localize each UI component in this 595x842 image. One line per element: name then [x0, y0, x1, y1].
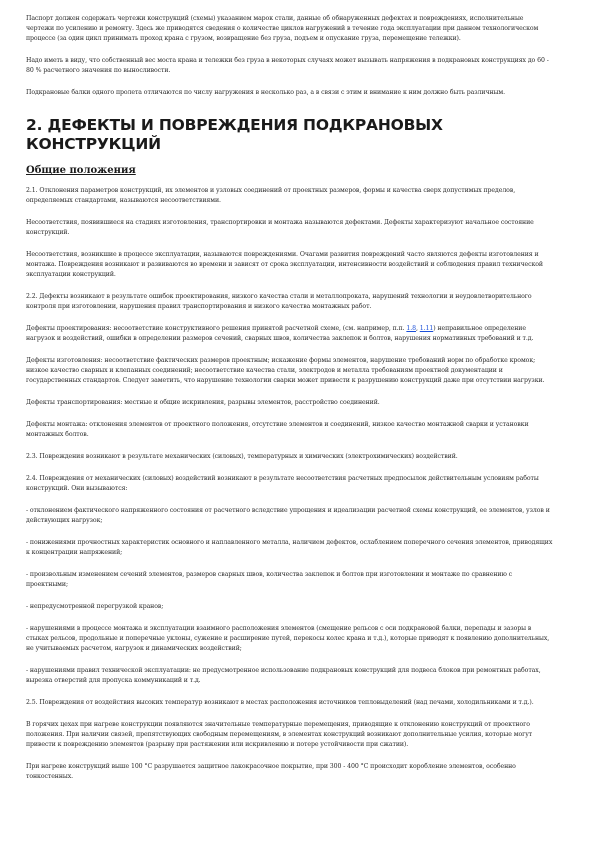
intro-paragraph-passport: Паспорт должен содержать чертежи конструкций (схемы) указанием марок стали, данные об обнаруженных дефектах и повреждениях, исполнительные чертежи по усилению и ремонту. Здесь же приводятся сведения о количестве циклов нагружений в течение года эксплуатации при данном технологическом процессе (за один цикл принимать проход крана с грузом, возвращение без груза, подъем и опускание груза, перемещение тележки).: [26, 15, 539, 42]
paragraph-2-2: 2.2. Дефекты возникают в результате ошибок проектирования, низкого качества стали и металлопроката, нарушений технологии и неудовлетворительного контроля при изготовлении, нарушения правил транспортирования и низкого качества монтажных работ.: [26, 293, 532, 310]
paragraph-design-defects: [26, 324, 553, 344]
paragraph-heating: При нагреве конструкций выше 100 °С разрушается защитное лакокрасочное покрытие, при 300 - 400 °С происходит коробление элементов, особенно тонкостенных.: [26, 763, 516, 780]
section-subtitle: Общие положения: [26, 165, 136, 176]
list-item-stress-state: - отклонением фактического напряженного состояния от расчетного вследствие упрощения и идеализации расчетной схемы конструкций, ее элементов, узлов и действующих нагрузок;: [26, 507, 550, 524]
intro-paragraph-own-weight: Надо иметь в виду, что собственный вес моста крана и тележки без груза в некоторых случаях может вызывать напряжения в подкрановых конструкциях до 60 - 80 % расчетного значения по выносливости.: [26, 57, 549, 74]
paragraph-hot-shops: В горячих цехах при нагреве конструкции появляются значительные температурные перемещения, приводящие к отклонению конструкций от проектного положения. При наличии связей, препятствующих свободным перемещениям, в элементах конструкций возникают дополнительные усилия, которые могут привести к повреждению элементов (разрыву при растяжении или искривлению и потере устойчивости при сжатии).: [26, 721, 533, 748]
design-defects-text-end: ) неправильное определение нагрузок и воздействий, ошибки в определении размеров сечений, сварных швов, количества заклепок и болтов, нарушения нормативных требований и т.д.: [26, 325, 534, 342]
section-title: 2. ДЕФЕКТЫ И ПОВРЕЖДЕНИЯ ПОДКРАНОВЫХ КОНСТРУКЦИЙ: [26, 116, 443, 153]
paragraph-2-5: 2.5. Повреждения от воздействия высоких температур возникают в местах расположения источников тепловыделений (над печами, холодильниками и т.д.).: [26, 699, 534, 706]
list-item-crane-overload: - непредусмотренной перегрузкой кранов;: [26, 603, 164, 610]
list-item-mutual-arrangement: - нарушениями в процессе монтажа и эксплуатации взаимного расположения элементов (смещение рельсов с оси подкрановой балки, перепады и зазоры в стыках рельсов, продольные и поперечные уклоны, сужение и расширение путей, перекосы колес крана и т.д.), которые приводят к появлению дополнительных, не учитываемых расчетом, нагрузок и динамических воздействий;: [26, 625, 550, 652]
paragraph-transport-defects: Дефекты транспортирования: местные и общие искривления, разрывы элементов, расстройство соединений.: [26, 399, 380, 406]
paragraph-mounting-defects: Дефекты монтажа: отклонения элементов от проектного положения, отсутствие элементов и соединений, низкое качество монтажной сварки и установки монтажных болтов.: [26, 421, 529, 438]
design-defects-text-start: Дефекты проектирования: несоответствие конструктивного решения принятой расчетной схеме, (см. например, п.п.: [26, 325, 407, 332]
paragraph-2-3: 2.3. Повреждения возникают в результате механических (силовых), температурных и химических (электрохимических) воздействий.: [26, 453, 458, 460]
paragraph-defects-definition: Несоответствия, появившиеся на стадиях изготовления, транспортировки и монтажа называются дефектами. Дефекты характеризуют начальное состояние конструкций.: [26, 219, 534, 236]
paragraph-damage-definition: Несоответствия, возникшие в процессе эксплуатации, называются повреждениями. Очагами развития повреждений часто являются дефекты изготовления и монтажа. Повреждения возникают и развиваются во времени и зависят от срока эксплуатации, интенсивности воздействий и соблюдения правил технической эксплуатации конструкций.: [26, 251, 543, 278]
paragraph-manufacturing-defects: Дефекты изготовления: несоответствие фактических размеров проектным; искажение формы элементов, нарушение требований норм по обработке кромок; низкое качество сварных и клепанных соединений; несоответствие качества стали, электродов и металла требованиям проектной документации и государственных стандартов. Следует заметить, что нарушение технологии сварки может привести к разрушению конструкций даже при отсутствии нагрузки.: [26, 357, 545, 384]
document-page: [26, 14, 553, 794]
paragraph-2-1: 2.1. Отклонения параметров конструкций, их элементов и узловых соединений от проектных размеров, формы и качества сверх допустимых пределов, определяемых стандартами, называются несоответствиями.: [26, 187, 516, 204]
list-item-operation-rules: - нарушениями правил технической эксплуатации: не предусмотренное использование подкрановых конструкций для подвеса блоков при ремонтных работах, вырезка отверстий для пропуска коммуникаций и т.д.: [26, 667, 541, 684]
reference-link-1-11[interactable]: 1.11: [419, 325, 434, 332]
intro-paragraph-beams: Подкрановые балки одного пролета отличаются по числу нагружения в несколько раз, а в связи с этим и внимание к ним должно быть различным.: [26, 89, 505, 96]
paragraph-2-4: 2.4. Повреждения от механических (силовых) воздействий возникают в результате несоответствия расчетных предпосылок действительным условиям работы конструкций. Они вызываются:: [26, 475, 539, 492]
reference-separator: ,: [415, 325, 420, 332]
reference-link-1-8[interactable]: 1.8: [406, 325, 416, 332]
list-item-section-changes: - произвольным изменением сечений элементов, размеров сварных швов, количества заклепок и болтов при изготовлении и монтаже по сравнению с проектными;: [26, 571, 513, 588]
list-item-strength-reduction: - понижениями прочностных характеристик основного и наплавленного металла, наличием дефектов, ослаблением поперечного сечения элементов, приводящих к концентрации напряжений;: [26, 539, 553, 556]
